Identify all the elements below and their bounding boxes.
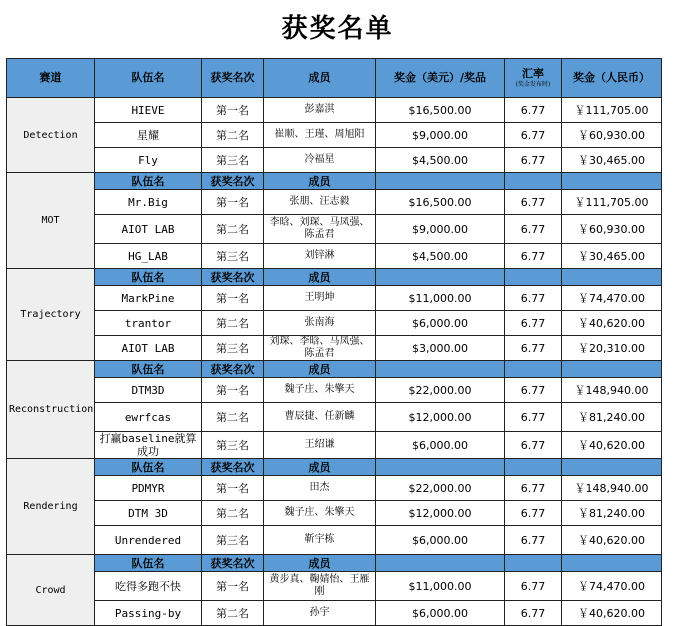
prize-usd-cell: $12,000.00 <box>376 501 505 526</box>
subheader-members: 成员 <box>264 555 376 572</box>
members-cell: 田杰 <box>264 476 376 501</box>
prize-usd-cell: $9,000.00 <box>376 215 505 244</box>
header-rate <box>505 59 562 98</box>
prize-usd-cell: $12,000.00 <box>376 403 505 432</box>
prize-rmb-cell: ￥81,240.00 <box>562 403 662 432</box>
section-subheader-row <box>7 269 662 286</box>
exchange-rate-cell: 6.77 <box>505 311 562 336</box>
prize-rmb-cell: ￥30,465.00 <box>562 148 662 173</box>
rank-cell: 第二名 <box>202 123 264 148</box>
header-rate-label: 汇率 <box>522 67 544 80</box>
subheader-team: 队伍名 <box>95 361 202 378</box>
section-subheader-row <box>7 361 662 378</box>
members-cell: 孙宇 <box>264 601 376 626</box>
section-subheader-row <box>7 555 662 572</box>
table-row <box>7 432 662 459</box>
rank-cell: 第三名 <box>202 526 264 555</box>
prize-rmb-cell: ￥60,930.00 <box>562 123 662 148</box>
subheader-prize-rmb <box>562 269 662 286</box>
header-rank: 获奖名次 <box>202 59 264 98</box>
section-subheader-row <box>7 459 662 476</box>
subheader-rate <box>505 361 562 378</box>
table-header-row <box>7 59 662 98</box>
exchange-rate-cell: 6.77 <box>505 501 562 526</box>
table-row <box>7 311 662 336</box>
table-row <box>7 601 662 626</box>
members-cell: 王明坤 <box>264 286 376 311</box>
exchange-rate-cell: 6.77 <box>505 601 562 626</box>
header-track: 赛道 <box>7 59 95 98</box>
table-row <box>7 148 662 173</box>
rank-cell: 第三名 <box>202 148 264 173</box>
table-row <box>7 286 662 311</box>
members-cell: 李晗、刘琛、马凤强、陈孟君 <box>264 215 376 244</box>
header-rate-sublabel: (奖金发布时) <box>515 81 551 88</box>
team-name-cell: HG_LAB <box>95 244 202 269</box>
header-prize-usd: 奖金（美元）/奖品 <box>376 59 505 98</box>
members-cell: 刘琛、李晗、马凤强、陈孟君 <box>264 336 376 361</box>
section-subheader-row <box>7 173 662 190</box>
rank-cell: 第一名 <box>202 98 264 123</box>
rank-cell: 第三名 <box>202 244 264 269</box>
subheader-rank: 获奖名次 <box>202 459 264 476</box>
team-name-cell: DTM 3D <box>95 501 202 526</box>
rank-cell: 第三名 <box>202 432 264 459</box>
subheader-members: 成员 <box>264 361 376 378</box>
team-name-cell: Mr.Big <box>95 190 202 215</box>
prize-usd-cell: $9,000.00 <box>376 123 505 148</box>
team-name-cell: DTM3D <box>95 378 202 403</box>
team-name-cell: trantor <box>95 311 202 336</box>
prize-usd-cell: $11,000.00 <box>376 286 505 311</box>
section-track-label: Trajectory <box>7 269 95 361</box>
prize-rmb-cell: ￥40,620.00 <box>562 432 662 459</box>
exchange-rate-cell: 6.77 <box>505 476 562 501</box>
header-prize-rmb: 奖金（人民币） <box>562 59 662 98</box>
subheader-rank: 获奖名次 <box>202 555 264 572</box>
table-row <box>7 403 662 432</box>
prize-usd-cell: $22,000.00 <box>376 378 505 403</box>
table-row <box>7 98 662 123</box>
team-name-cell: HIEVE <box>95 98 202 123</box>
prize-rmb-cell: ￥40,620.00 <box>562 526 662 555</box>
rank-cell: 第一名 <box>202 572 264 601</box>
exchange-rate-cell: 6.77 <box>505 378 562 403</box>
subheader-team: 队伍名 <box>95 269 202 286</box>
prize-rmb-cell: ￥148,940.00 <box>562 378 662 403</box>
subheader-prize-rmb <box>562 361 662 378</box>
members-cell: 黄步真、鞠婧怡、王雁刚 <box>264 572 376 601</box>
table-row <box>7 572 662 601</box>
prize-rmb-cell: ￥74,470.00 <box>562 286 662 311</box>
rank-cell: 第一名 <box>202 378 264 403</box>
prize-usd-cell: $6,000.00 <box>376 432 505 459</box>
subheader-prize-usd <box>376 361 505 378</box>
members-cell: 靳宇栋 <box>264 526 376 555</box>
table-row <box>7 501 662 526</box>
rank-cell: 第二名 <box>202 501 264 526</box>
section-track-label: Reconstruction <box>7 361 95 459</box>
exchange-rate-cell: 6.77 <box>505 190 562 215</box>
subheader-team: 队伍名 <box>95 173 202 190</box>
rank-cell: 第二名 <box>202 601 264 626</box>
members-cell: 王绍谦 <box>264 432 376 459</box>
exchange-rate-cell: 6.77 <box>505 572 562 601</box>
members-cell: 张南海 <box>264 311 376 336</box>
table-row <box>7 526 662 555</box>
members-cell: 彭嘉淇 <box>264 98 376 123</box>
section-track-label: MOT <box>7 173 95 269</box>
team-name-cell: 打赢baseline就算成功 <box>95 432 202 459</box>
team-name-cell: Fly <box>95 148 202 173</box>
prize-rmb-cell: ￥111,705.00 <box>562 98 662 123</box>
subheader-members: 成员 <box>264 173 376 190</box>
prize-usd-cell: $16,500.00 <box>376 190 505 215</box>
prize-usd-cell: $11,000.00 <box>376 572 505 601</box>
subheader-prize-usd <box>376 173 505 190</box>
prize-rmb-cell: ￥148,940.00 <box>562 476 662 501</box>
team-name-cell: AIOT LAB <box>95 215 202 244</box>
team-name-cell: Unrendered <box>95 526 202 555</box>
rank-cell: 第二名 <box>202 311 264 336</box>
subheader-prize-usd <box>376 459 505 476</box>
team-name-cell: ewrfcas <box>95 403 202 432</box>
table-row <box>7 244 662 269</box>
prize-usd-cell: $6,000.00 <box>376 311 505 336</box>
rank-cell: 第三名 <box>202 336 264 361</box>
members-cell: 魏子庄、朱擎天 <box>264 378 376 403</box>
page-title: 获奖名单 <box>281 14 394 44</box>
exchange-rate-cell: 6.77 <box>505 432 562 459</box>
prize-rmb-cell: ￥60,930.00 <box>562 215 662 244</box>
table-row <box>7 476 662 501</box>
subheader-members: 成员 <box>264 459 376 476</box>
exchange-rate-cell: 6.77 <box>505 403 562 432</box>
team-name-cell: 吃得多跑不快 <box>95 572 202 601</box>
team-name-cell: PDMYR <box>95 476 202 501</box>
members-cell: 张朋、汪志毅 <box>264 190 376 215</box>
subheader-prize-rmb <box>562 459 662 476</box>
subheader-prize-usd <box>376 269 505 286</box>
rank-cell: 第二名 <box>202 215 264 244</box>
exchange-rate-cell: 6.77 <box>505 286 562 311</box>
members-cell: 冷福星 <box>264 148 376 173</box>
prize-rmb-cell: ￥111,705.00 <box>562 190 662 215</box>
exchange-rate-cell: 6.77 <box>505 526 562 555</box>
members-cell: 刘锌淋 <box>264 244 376 269</box>
members-cell: 魏子庄、朱擎天 <box>264 501 376 526</box>
exchange-rate-cell: 6.77 <box>505 123 562 148</box>
team-name-cell: 星耀 <box>95 123 202 148</box>
exchange-rate-cell: 6.77 <box>505 336 562 361</box>
exchange-rate-cell: 6.77 <box>505 98 562 123</box>
subheader-prize-rmb <box>562 555 662 572</box>
subheader-rank: 获奖名次 <box>202 269 264 286</box>
exchange-rate-cell: 6.77 <box>505 244 562 269</box>
subheader-rate <box>505 459 562 476</box>
exchange-rate-cell: 6.77 <box>505 215 562 244</box>
exchange-rate-cell: 6.77 <box>505 148 562 173</box>
section-track-label: Rendering <box>7 459 95 555</box>
subheader-team: 队伍名 <box>95 555 202 572</box>
award-table <box>6 58 662 626</box>
team-name-cell: AIOT LAB <box>95 336 202 361</box>
prize-rmb-cell: ￥20,310.00 <box>562 336 662 361</box>
subheader-team: 队伍名 <box>95 459 202 476</box>
table-row <box>7 123 662 148</box>
table-row <box>7 215 662 244</box>
prize-usd-cell: $4,500.00 <box>376 244 505 269</box>
prize-usd-cell: $16,500.00 <box>376 98 505 123</box>
subheader-rate <box>505 269 562 286</box>
header-members: 成员 <box>264 59 376 98</box>
subheader-rank: 获奖名次 <box>202 361 264 378</box>
rank-cell: 第一名 <box>202 190 264 215</box>
team-name-cell: MarkPine <box>95 286 202 311</box>
prize-usd-cell: $6,000.00 <box>376 601 505 626</box>
prize-usd-cell: $4,500.00 <box>376 148 505 173</box>
prize-rmb-cell: ￥40,620.00 <box>562 601 662 626</box>
team-name-cell: Passing-by <box>95 601 202 626</box>
rank-cell: 第一名 <box>202 286 264 311</box>
rank-cell: 第二名 <box>202 403 264 432</box>
table-row <box>7 336 662 361</box>
table-row <box>7 378 662 403</box>
subheader-prize-usd <box>376 555 505 572</box>
prize-rmb-cell: ￥40,620.00 <box>562 311 662 336</box>
subheader-rate <box>505 555 562 572</box>
members-cell: 崔顺、王瑾、周旭阳 <box>264 123 376 148</box>
prize-usd-cell: $6,000.00 <box>376 526 505 555</box>
prize-usd-cell: $22,000.00 <box>376 476 505 501</box>
subheader-rank: 获奖名次 <box>202 173 264 190</box>
section-track-label: Crowd <box>7 555 95 626</box>
subheader-prize-rmb <box>562 173 662 190</box>
prize-rmb-cell: ￥74,470.00 <box>562 572 662 601</box>
prize-rmb-cell: ￥81,240.00 <box>562 501 662 526</box>
table-row <box>7 190 662 215</box>
table-body <box>7 98 662 626</box>
prize-usd-cell: $3,000.00 <box>376 336 505 361</box>
rank-cell: 第一名 <box>202 476 264 501</box>
subheader-members: 成员 <box>264 269 376 286</box>
members-cell: 曹辰捷、任新麟 <box>264 403 376 432</box>
header-team: 队伍名 <box>95 59 202 98</box>
section-track-label: Detection <box>7 98 95 173</box>
prize-rmb-cell: ￥30,465.00 <box>562 244 662 269</box>
subheader-rate <box>505 173 562 190</box>
